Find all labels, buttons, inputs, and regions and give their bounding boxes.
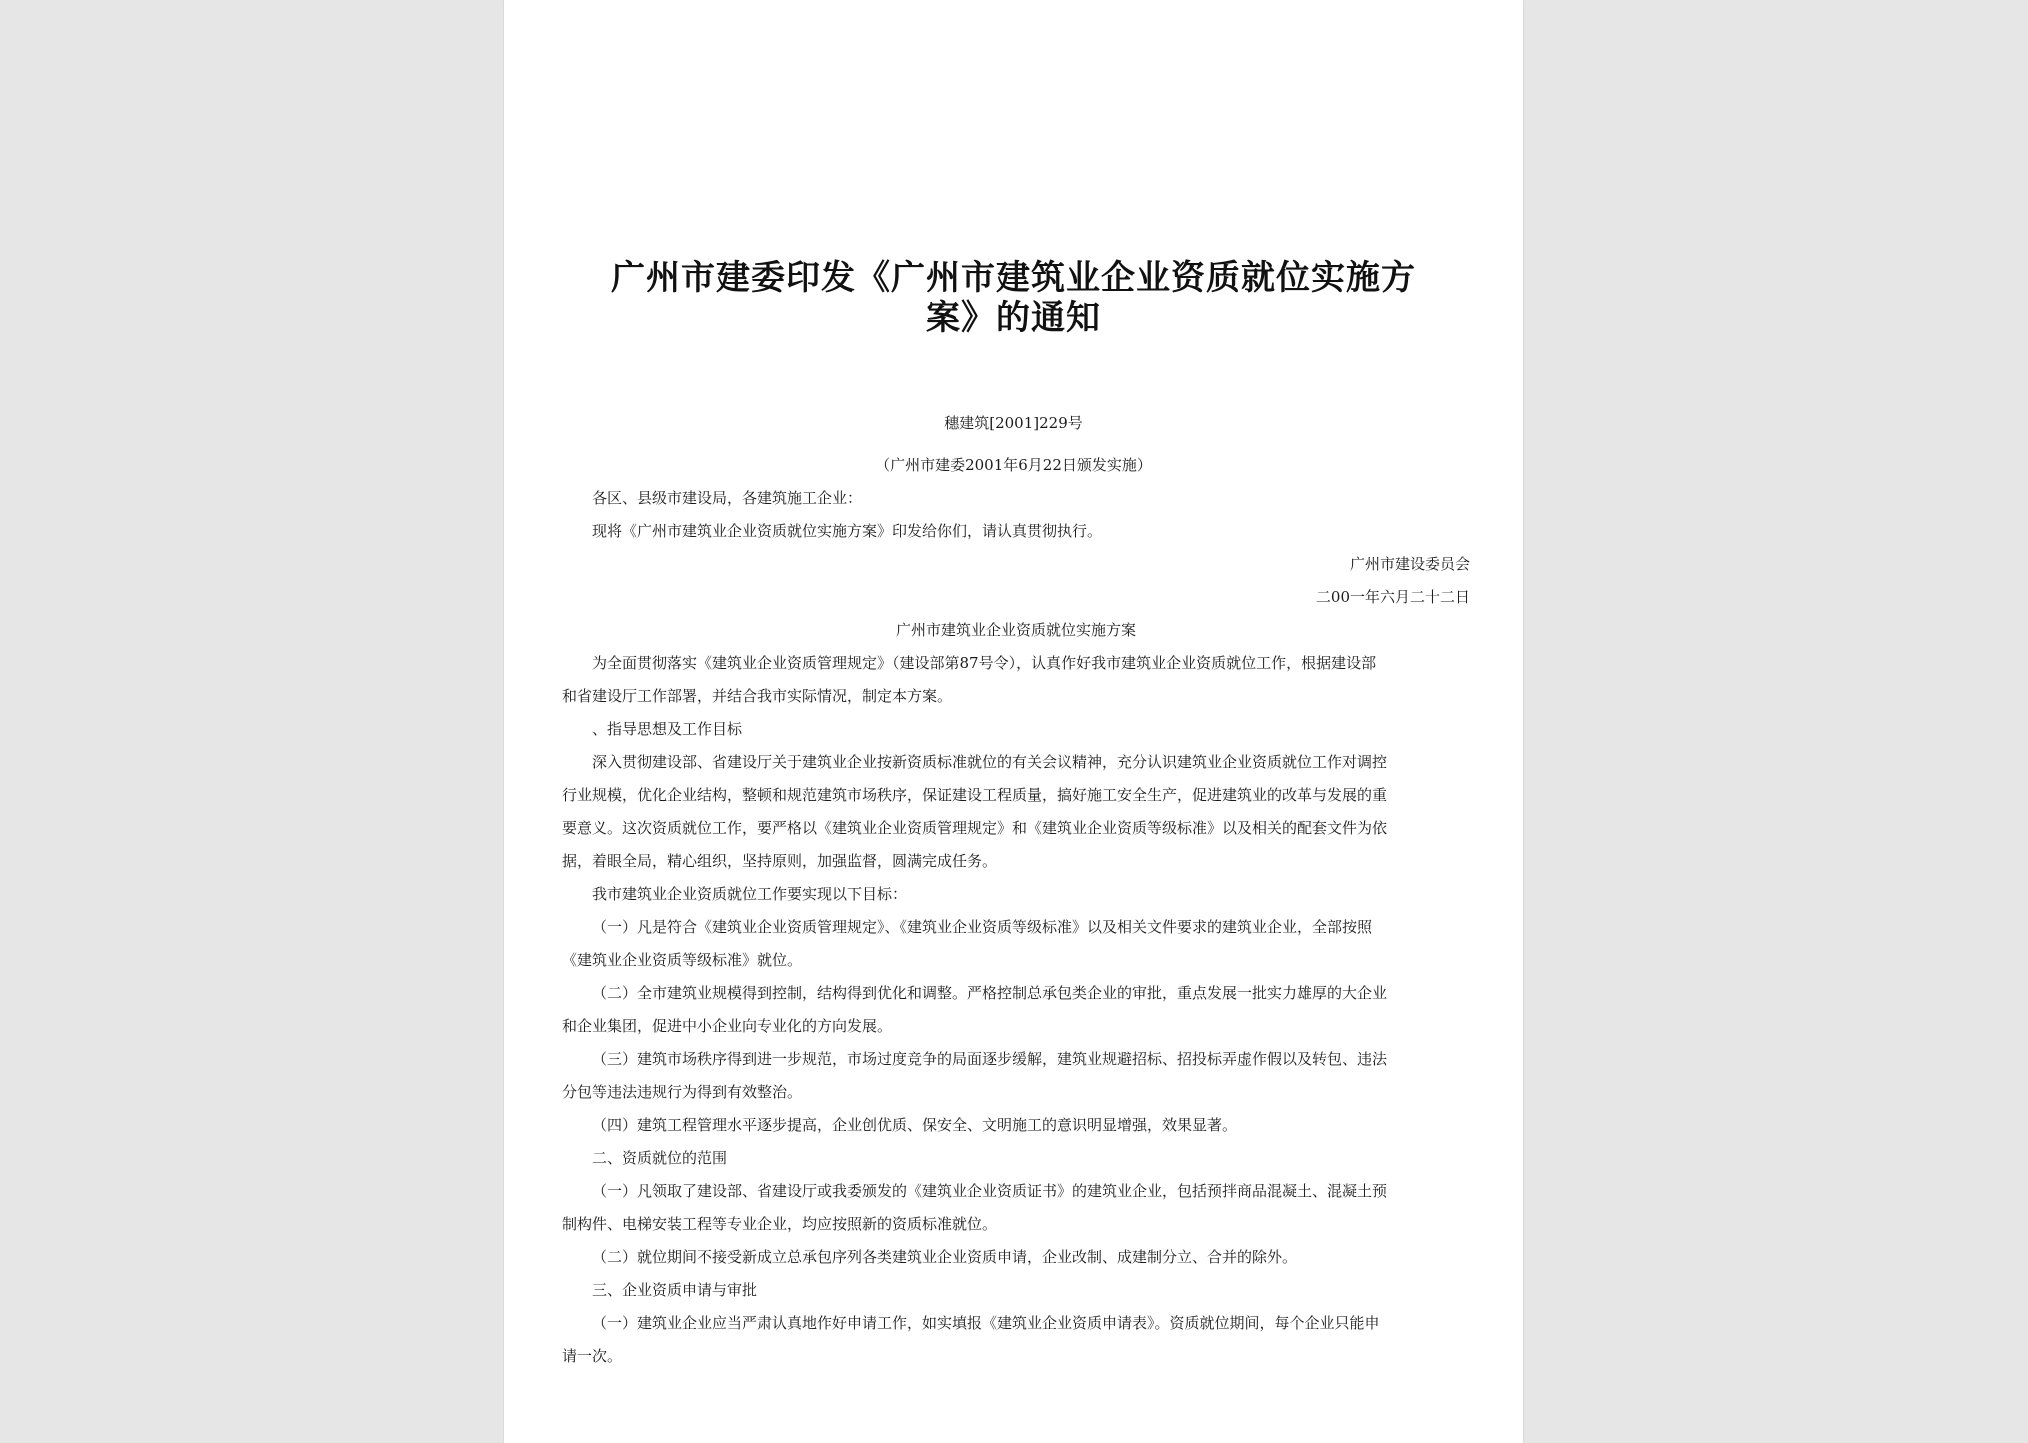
paragraph: 和企业集团，促进中小企业向专业化的方向发展。 <box>562 1017 893 1035</box>
page-title <box>564 258 1463 338</box>
paragraph: 《建筑业企业资质等级标准》就位。 <box>562 951 803 969</box>
paragraph: 深入贯彻建设部、省建设厅关于建筑业企业按新资质标准就位的有关会议精神，充分认识建筑业企业资质就位工作对调控 <box>592 753 1388 771</box>
signature-date: 二00一年六月二十二日 <box>1315 588 1470 606</box>
document-page <box>504 0 1523 1443</box>
paragraph: 请一次。 <box>562 1347 623 1365</box>
section-heading: 二、资质就位的范围 <box>592 1149 728 1167</box>
paragraph: （一）凡领取了建设部、省建设厅或我委颁发的《建筑业企业资质证书》的建筑业企业，包括预拌商品混凝土、混凝土预 <box>592 1182 1388 1200</box>
plan-title: 广州市建筑业企业资质就位实施方案 <box>895 621 1136 639</box>
paragraph: 据，着眼全局，精心组织，坚持原则，加强监督，圆满完成任务。 <box>562 852 998 870</box>
paragraph: 制构件、电梯安装工程等专业企业，均应按照新的资质标准就位。 <box>562 1215 998 1233</box>
title-line-1: 广州市建委印发《广州市建筑业企业资质就位实施方 <box>611 258 1416 298</box>
paragraph: （二）就位期间不接受新成立总承包序列各类建筑业企业资质申请，企业改制、成建制分立、合并的除外。 <box>592 1248 1298 1266</box>
paragraph: （四）建筑工程管理水平逐步提高，企业创优质、保安全、文明施工的意识明显增强，效果显著。 <box>592 1116 1238 1134</box>
paragraph: 和省建设厅工作部署，并结合我市实际情况，制定本方案。 <box>562 687 953 705</box>
title-line-2: 案》的通知 <box>926 298 1101 338</box>
paragraph: （三）建筑市场秩序得到进一步规范，市场过度竞争的局面逐步缓解，建筑业规避招标、招投标弄虚作假以及转包、违法 <box>592 1050 1388 1068</box>
paragraph: 分包等违法违规行为得到有效整治。 <box>562 1083 803 1101</box>
document-number: 穗建筑[2001]229号 <box>944 414 1083 432</box>
paragraph: （一）建筑业企业应当严肃认真地作好申请工作，如实填报《建筑业企业资质申请表》。资质就位期间，每个企业只能申 <box>592 1314 1380 1332</box>
paragraph: 现将《广州市建筑业企业资质就位实施方案》印发给你们，请认真贯彻执行。 <box>592 522 1103 540</box>
paragraph: 行业规模，优化企业结构，整顿和规范建筑市场秩序，保证建设工程质量，搞好施工安全生产，促进建筑业的改革与发展的重 <box>562 786 1388 804</box>
issued-note: （广州市建委2001年6月22日颁发实施） <box>875 456 1152 474</box>
section-heading: 三、企业资质申请与审批 <box>592 1281 758 1299</box>
addressee: 各区、县级市建设局，各建筑施工企业： <box>592 489 863 507</box>
paragraph: 要意义。这次资质就位工作，要严格以《建筑业企业资质管理规定》和《建筑业企业资质等级标准》以及相关的配套文件为依 <box>562 819 1388 837</box>
section-heading: 、指导思想及工作目标 <box>592 720 743 738</box>
paragraph: （二）全市建筑业规模得到控制，结构得到优化和调整。严格控制总承包类企业的审批，重点发展一批实力雄厚的大企业 <box>592 984 1388 1002</box>
signature-organization: 广州市建设委员会 <box>1349 555 1470 573</box>
paragraph: 我市建筑业企业资质就位工作要实现以下目标： <box>592 885 908 903</box>
document-body <box>562 482 1470 1373</box>
paragraph: （一）凡是符合《建筑业企业资质管理规定》、《建筑业企业资质等级标准》以及相关文件要求的建筑业企业，全部按照 <box>592 918 1373 936</box>
paragraph: 为全面贯彻落实《建筑业企业资质管理规定》（建设部第87号令），认真作好我市建筑业企业资质就位工作，根据建设部 <box>592 654 1377 672</box>
